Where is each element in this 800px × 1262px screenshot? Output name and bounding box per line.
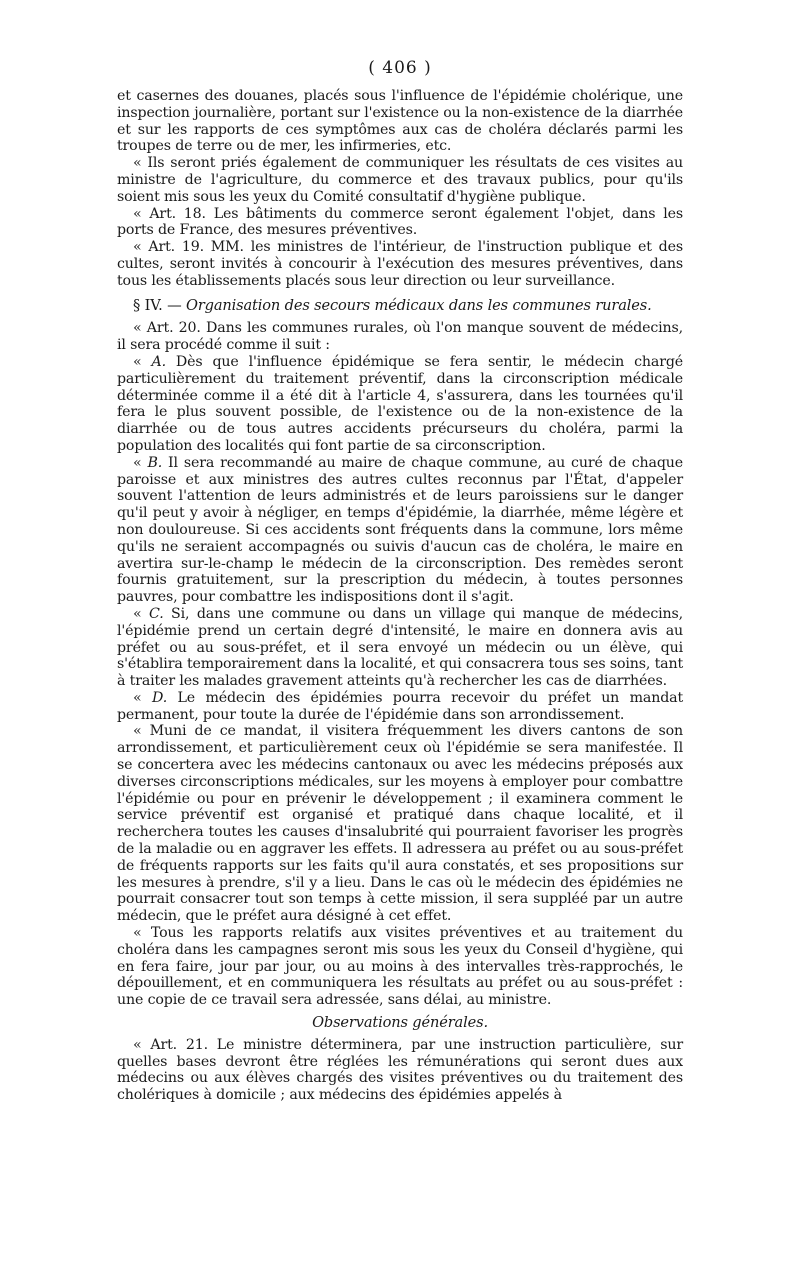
section-heading (117, 298, 683, 315)
article-19: « Art. 19. MM. les ministres de l'intérieur, de l'instruction publique et des cultes, seront invités à concourir à l'exécution des mesures préventives, dans tous les établissements placés sous leur direction ou leur surveillance. (117, 239, 683, 289)
quote-mark: « (133, 689, 152, 706)
paragraph-continuation: et casernes des douanes, placés sous l'influence de l'épidémie cholérique, une inspection journalière, portant sur l'existence ou la non-existence de la diarrhée et sur les rapports de ces symptômes aux cas de choléra déclarés parmi les troupes de terre ou de mer, les infirmeries, etc. (117, 88, 683, 155)
clause-text: Le médecin des épidémies pourra recevoir du préfet un mandat permanent, pour toute la durée de l'épidémie dans son arrondissement. (117, 689, 683, 723)
clause-letter: D. (151, 689, 168, 706)
paragraph-reports: « Tous les rapports relatifs aux visites préventives et au traitement du choléra dans les campagnes seront mis sous les yeux du Conseil d'hygiène, qui en fera faire, jour par jour, ou au moins à des intervalles très-rapprochés, le dépouillement, et en communiquera les résultats au préfet ou au sous-préfet : une copie de ce travail sera adressée, sans délai, au ministre. (117, 925, 683, 1009)
article-20: « Art. 20. Dans les communes rurales, où l'on manque souvent de médecins, il sera procédé comme il suit : (117, 320, 683, 354)
clause-b (117, 455, 683, 606)
quote-mark: « (133, 454, 148, 471)
clause-d (117, 690, 683, 724)
paragraph: « Ils seront priés également de communiquer les résultats de ces visites au ministre de l'agriculture, du commerce et des travaux publics, pour qu'ils soient mis sous les yeux du Comité consultatif d'hygiène publique. (117, 155, 683, 205)
section-title: Organisation des secours médicaux dans les communes rurales. (186, 296, 652, 314)
clause-c (117, 606, 683, 690)
article-18: « Art. 18. Les bâtiments du commerce seront également l'objet, dans les ports de France, des mesures préventives. (117, 205, 683, 239)
page-number: ( 406 ) (368, 58, 432, 78)
section-number: § IV. — (133, 296, 186, 314)
sub-heading: Observations générales. (312, 1014, 488, 1032)
clause-letter: A. (151, 353, 166, 370)
quote-mark: « (133, 605, 150, 622)
quote-mark: « (133, 353, 152, 370)
paragraphs-after (117, 1037, 683, 1104)
clause-text: Il sera recommandé au maire de chaque commune, au curé de chaque paroisse et aux ministres des autres cultes reconnus par l'État, d'appeler souvent l'attention de leurs administrés et de leurs paroissiens sur le danger qu'il peut y avoir à négliger, en temps d'épidémie, la diarrhée, même légère et non douloureuse. Si ces accidents sont fréquents dans la commune, lors même qu'ils ne seraient accompagnés ou suivis d'aucun cas de choléra, le maire en avertira sur-le-champ le médecin de la circonscription. Des remèdes seront fournis gratuitement, sur la prescription du médecin, à toutes personnes pauvres, pour combattre les indispositions dont il s'agit. (117, 454, 684, 606)
clause-a (117, 354, 683, 455)
book-page (117, 58, 683, 1104)
clause-text: Dès que l'influence épidémique se fera sentir, le médecin chargé particulièrement du traitement préventif, dans la circonscription médicale déterminée comme il a été dit à l'article 4, s'assurera, dans les tournées qu'il fera le plus souvent possible, de l'existence ou de la non-existence de la diarrhée ou de tous autres accidents précurseurs du choléra, parmi la population des localités qui font partie de sa circonscription. (117, 353, 684, 454)
clause-letter: C. (149, 605, 164, 622)
paragraphs-middle (117, 320, 683, 1009)
paragraphs-before (117, 88, 683, 290)
clause-letter: B. (147, 454, 163, 471)
article-21: « Art. 21. Le ministre déterminera, par une instruction particulière, sur quelles bases devront être réglées les rémunérations qui seront dues aux médecins ou aux élèves chargés des visites préventives ou du traitement des cholériques à domicile ; aux médecins des épidémies appelés à (117, 1036, 683, 1104)
paragraph-mandate: « Muni de ce mandat, il visitera fréquemment les divers cantons de son arrondissement, et particulièrement ceux où l'épidémie se sera manifestée. Il se concertera avec les médecins cantonaux ou avec les médecins préposés aux diverses circonscriptions médicales, sur les moyens à employer pour combattre l'épidémie ou pour en prévenir le développement ; il examinera comment le service préventif est organisé et pratiqué dans chaque localité, et il recherchera toutes les causes d'insalubrité qui pourraient favoriser les progrès de la maladie ou en aggraver les effets. Il adressera au préfet ou au sous-préfet de fréquents rapports sur les faits qu'il aura constatés, et ses propositions sur les mesures à prendre, s'il y a lieu. Dans le cas où le médecin des épidémies ne pourrait consacrer tout son temps à cette mission, il sera suppléé par un autre médecin, que le préfet aura désigné à cet effet. (117, 723, 683, 925)
clause-text: Si, dans une commune ou dans un village qui manque de médecins, l'épidémie prend un certain degré d'intensité, le maire en donnera avis au préfet ou au sous-préfet, et il sera envoyé un médecin ou un élève, qui s'établira temporairement dans la localité, et qui consacrera tous ses soins, tant à traiter les malades gravement atteints qu'à rechercher les cas de diarrhées. (117, 605, 684, 690)
